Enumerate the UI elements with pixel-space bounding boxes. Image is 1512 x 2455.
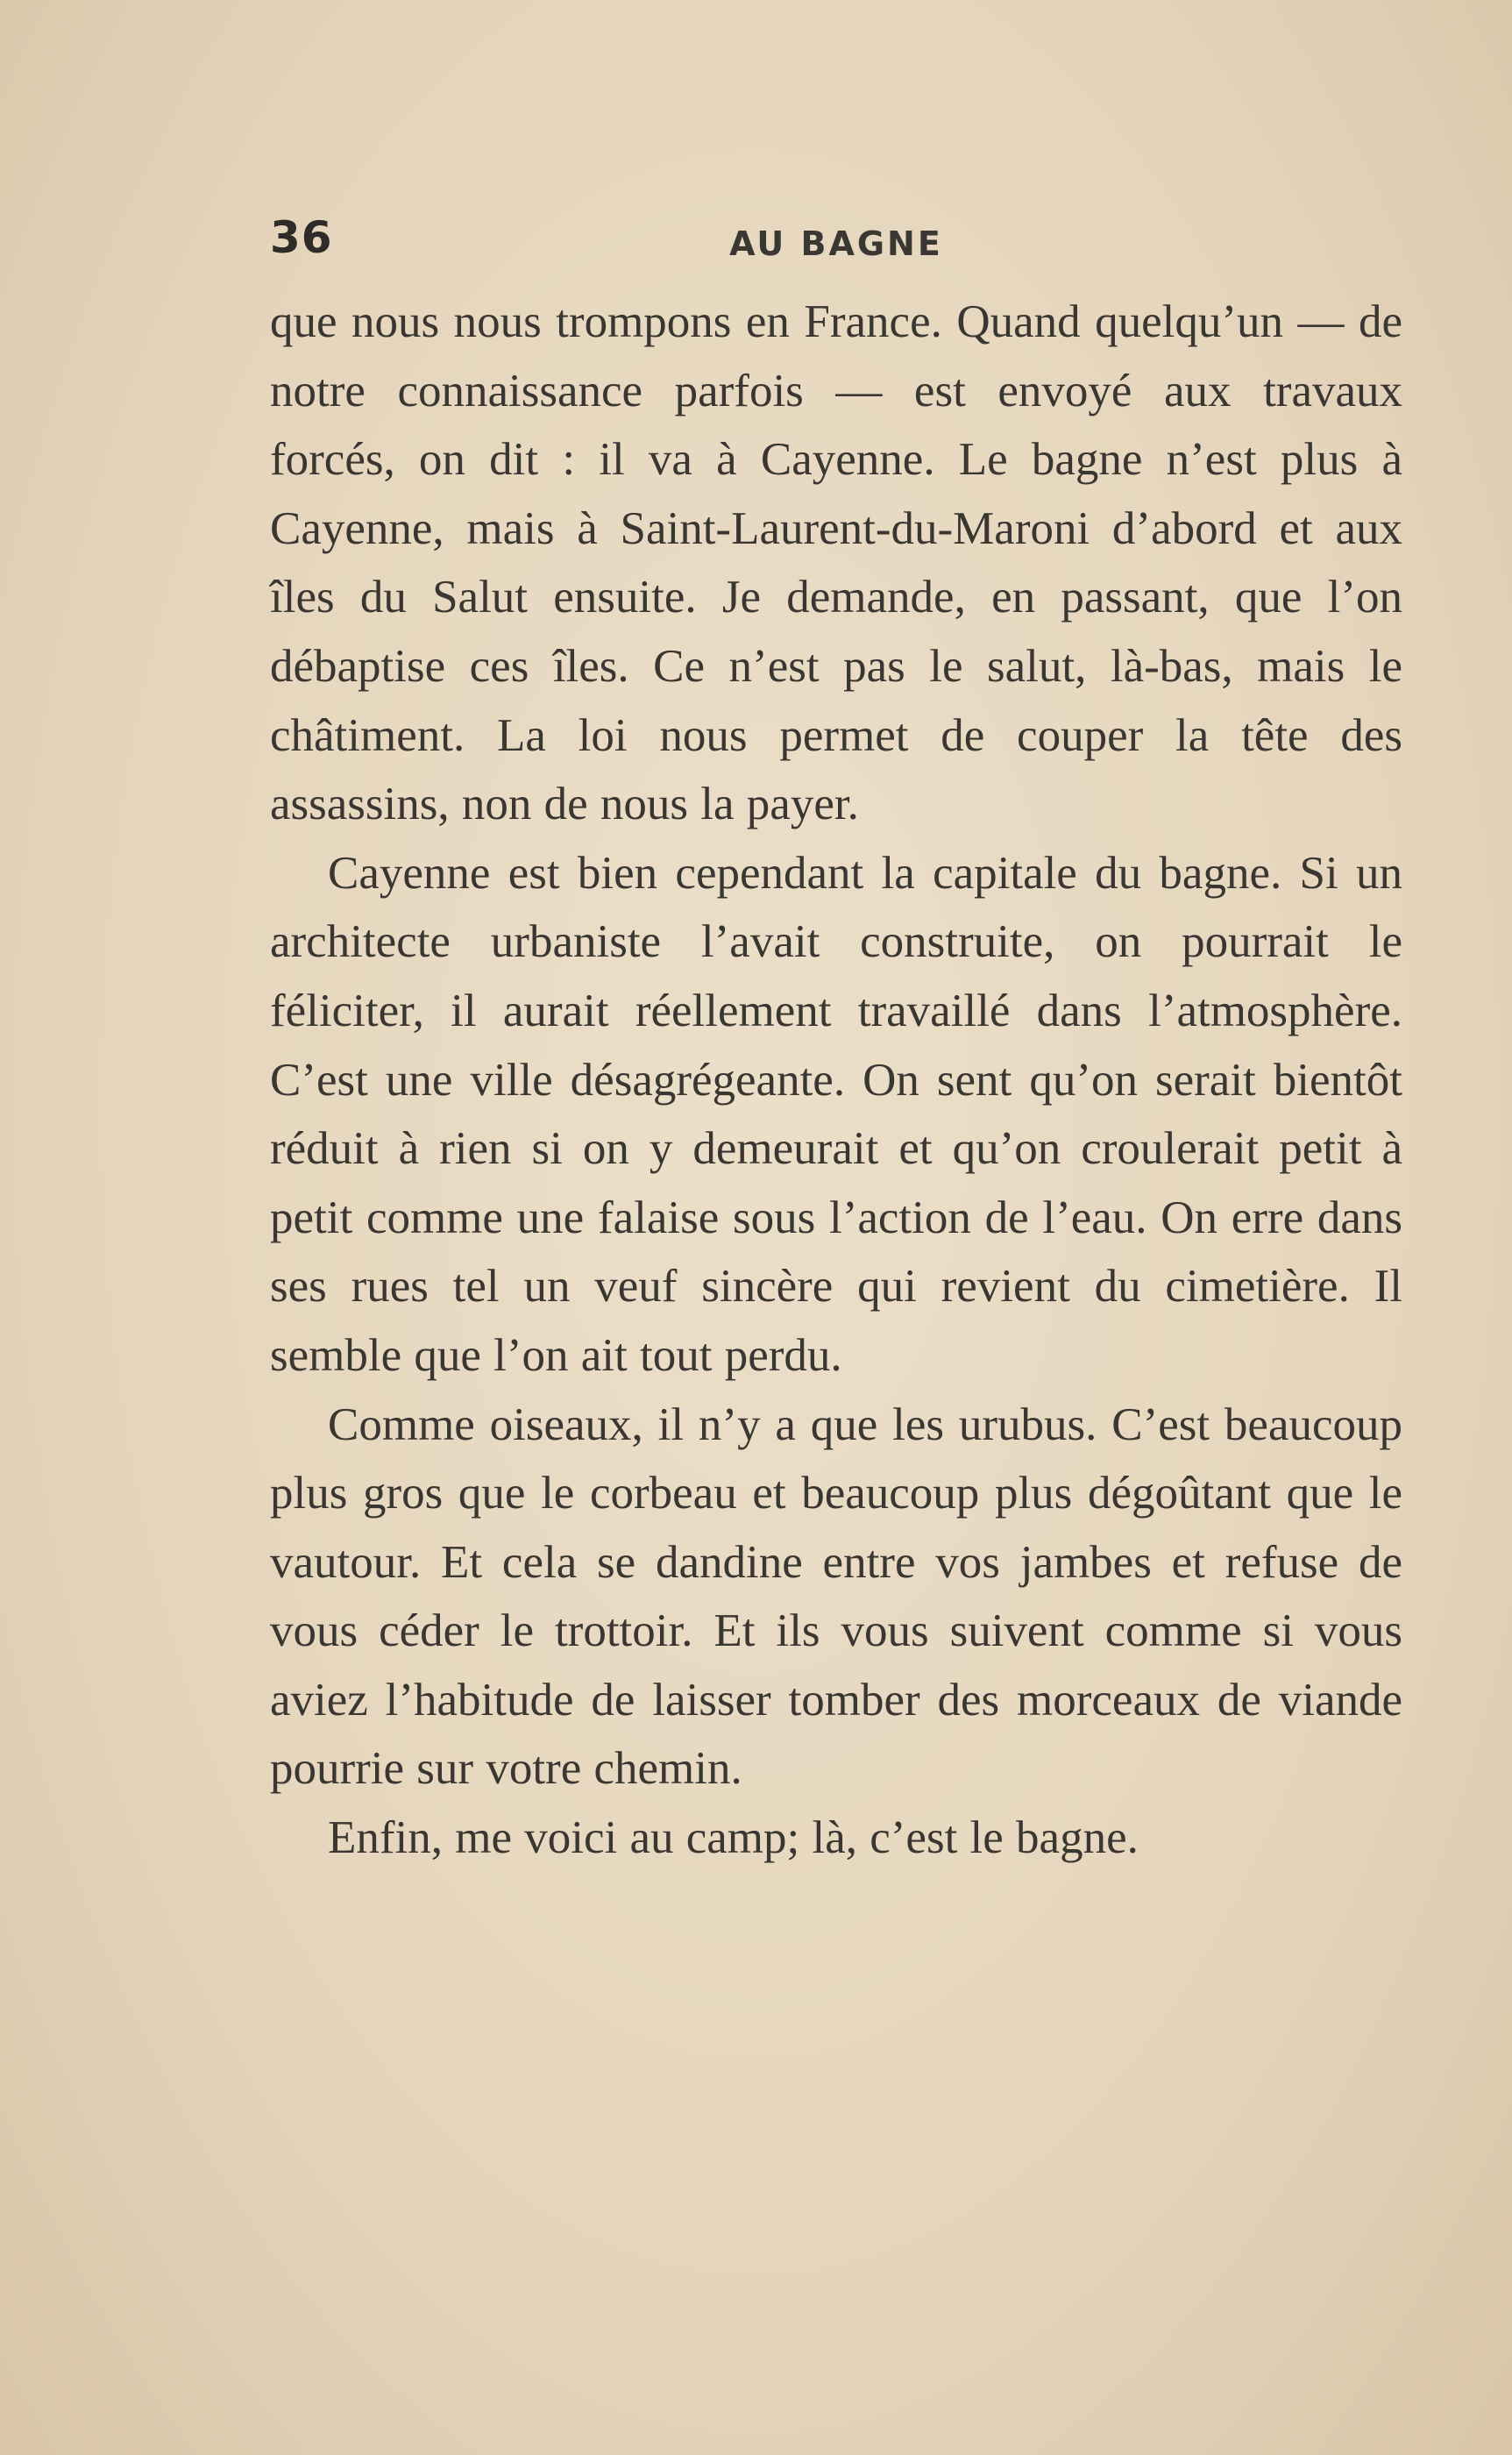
paragraph-camp: Enfin, me voici au camp; là, c’est le bagne. [328,1812,1139,1864]
page-header [270,212,1402,282]
running-title: AU BAGNE [729,224,943,263]
page-number: 36 [270,212,333,263]
paragraph-continued: que nous nous trompons en France. Quand quelqu’un — de notre connaissance parfois — est envoyé aux travaux forcés, on dit : il va à Cayenne. Le bagne n’est plus à Cayenne, mais à Saint-Laurent-du-Maroni d’abord et aux îles du Salut ensuite. Je demande, en passant, que l’on débaptise ces îles. Ce n’est pas le salut, là-bas, mais le châtiment. La loi nous permet de couper la tête des assassins, non de nous la payer. [270,296,1402,830]
paragraph-cayenne: Cayenne est bien cependant la capitale du bagne. Si un architecte urbaniste l’avait construite, on pourrait le féliciter, il aurait réellement travaillé dans l’atmosphère. C’est une ville désagrégeante. On sent qu’on serait bientôt réduit à rien si on y demeurait et qu’on croulerait petit à petit comme une falaise sous l’action de l’eau. On erre dans ses rues tel un veuf sincère qui revient du cimetière. Il semble que l’on ait tout perdu. [270,847,1402,1381]
body-text [270,288,1402,1873]
paragraph-urubus: Comme oiseaux, il n’y a que les urubus. C’est beaucoup plus gros que le corbeau et beaucoup plus dégoûtant que le vautour. Et cela se dandine entre vos jambes et refuse de vous céder le trottoir. Et ils vous suivent comme si vous aviez l’habitude de laisser tomber des morceaux de viande pourrie sur votre chemin. [270,1398,1402,1795]
